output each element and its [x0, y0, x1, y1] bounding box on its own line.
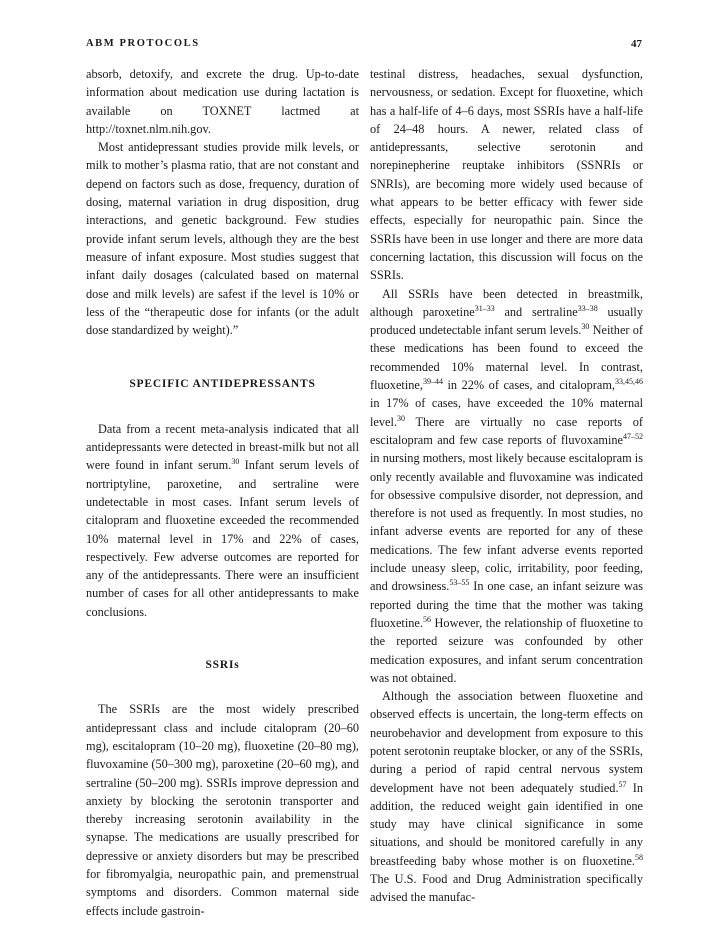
section-heading-ssris: SSRIs	[205, 659, 240, 672]
reference-superscript: 30	[231, 457, 240, 467]
page-number: 47	[631, 38, 642, 50]
reference-superscript: 57	[618, 779, 627, 789]
paragraph-ssri-breastmilk: All SSRIs have been detected in breastmilk, although paroxetine$^{31-33}$ and sertraline$^{33-38}$ usually produced undetectable infant serum levels.$^{30}$ Neither of these medications has been found to exceed the recommended 10% maternal level. In contrast, fluoxetine,$^{39-44}$ in 22% of cases, and citalopram,$^{33,45,46}$ in 17% of cases, have exceeded the 10% maternal level.$^{30}$ There are virtually no case reports of escitalopram and few case reports of fluvoxamine$^{47-52}$ in nursing mothers, most likely because escitalopram is only recently available and fluvoxamine was indicated for obsessive compulsive disorder, not depression, and therefore is not used as frequently. In most studies, no infant adverse events are reported for any of these medications. The few infant adverse events reported include uneasy sleep, colic, irritability, poor feeding, and drowsiness.$^{53-55}$ In one case, an infant seizure was reported during the time that the mother was taking fluoxetine.$^{56}$ However, the relationship of fluoxetine to the reported seizure was confounded by other medication exposures, and infant serum concentration was not obtained.	[370, 286, 644, 685]
paragraph-ssri-class: The SSRIs are the most widely prescribed antidepressant class and include citalopram (20–60 mg), escitalopram (10–20 mg), fluoxetine (20–80 mg), fluvoxamine (50–300 mg), paroxetine (20–60 mg), and sertraline (50–200 mg). SSRIs improve depression and anxiety by blocking the serotonin transporter and thereby increasing serotonin availability in the synapse. The medications are usually prescribed for depressive or anxiety disorders but may be prescribed for fibromyalgia, neuropathic pain, and premenstrual symptoms and disorders. Common maternal side effects include gastroin-	[86, 702, 359, 918]
reference-superscript: 30	[396, 413, 405, 423]
paragraph-milk-levels: Most antidepressant studies provide milk levels, or milk to mother’s plasma ratio, that are not constant and depend on factors such as dose, frequency, duration of dosing, maternal variation in drug disposition, drug interactions, and genetic background. Few studies provide infant serum levels, although they are the best measure of infant exposure. Most studies suggest that infant daily dosages (calculated based on maternal dose and milk levels) are safest if the level is 10% or less of the “therapeutic dose for infants (or the adult dose standardized by weight).”	[86, 140, 359, 338]
reference-superscript: 58	[635, 852, 643, 862]
right-column	[370, 65, 643, 907]
reference-superscript: 33,45,46	[615, 376, 643, 386]
reference-superscript: 47–52	[623, 431, 643, 441]
reference-superscript: 53–55	[449, 578, 470, 588]
page-header	[86, 38, 642, 58]
paragraph-meta-analysis: Data from a recent meta-analysis indicated that all antidepressants were detected in breast-milk but not all were found in infant serum.$^{30}$ Infant serum levels of nortriptyline, paroxetine, and sertraline were undetectable in most cases. Infant serum levels of citalopram and fluoxetine exceeded the recommended 10% maternal level in 17% and 22% of cases, respectively. Few adverse outcomes are reported for any of the antidepressants. There were an insufficient number of cases for all other antidepressants to make conclusions.	[86, 421, 359, 619]
running-title: ABM PROTOCOLS	[86, 38, 200, 49]
reference-superscript: 39–44	[422, 376, 443, 386]
reference-superscript: 30	[581, 322, 590, 332]
reference-superscript: 33–38	[577, 303, 598, 313]
section-heading-specific-antidepressants: SPECIFIC ANTIDEPRESSANTS	[129, 378, 316, 391]
reference-superscript: 56	[422, 614, 431, 624]
reference-superscript: 31–33	[474, 303, 495, 313]
paragraph-continued: absorb, detoxify, and excrete the drug. Up-to-date information about medication use during lactation is available on TOXNET lactmed at http://toxnet.nlm.nih.gov.	[86, 67, 359, 136]
left-column	[86, 65, 359, 920]
paragraph-long-term-effects: Although the association between fluoxetine and observed effects is uncertain, the long-term effects on neurobehavior and development from exposure to this potent serotonin reuptake blocker, or any of the SSRIs, during a period of rapid central nervous system development have not been adequately studied.$^{57}$ In addition, the reduced weight gain identified in one study may have clinical significance in some situations, and should be monitored carefully in any breastfeeding baby whose mother is on fluoxetine.$^{58}$ The U.S. Food and Drug Administration specifically advised the manufac-	[370, 689, 643, 905]
paragraph-side-effects: testinal distress, headaches, sexual dysfunction, nervousness, or sedation. Except for fluoxetine, which has a half-life of 4–6 days, most SSRIs have a half-life of 24–48 hours. A newer, related class of antidepressants, selective serotonin and norepinepherine reuptake inhibitors (SSNRIs or SNRIs), are becoming more widely used because of what appears to be better efficacy with fewer side effects, especially for neuropathic pain. Since the SSRIs have been in use longer and there are more data concerning lactation, this discussion will focus on the SSRIs.	[370, 67, 643, 283]
